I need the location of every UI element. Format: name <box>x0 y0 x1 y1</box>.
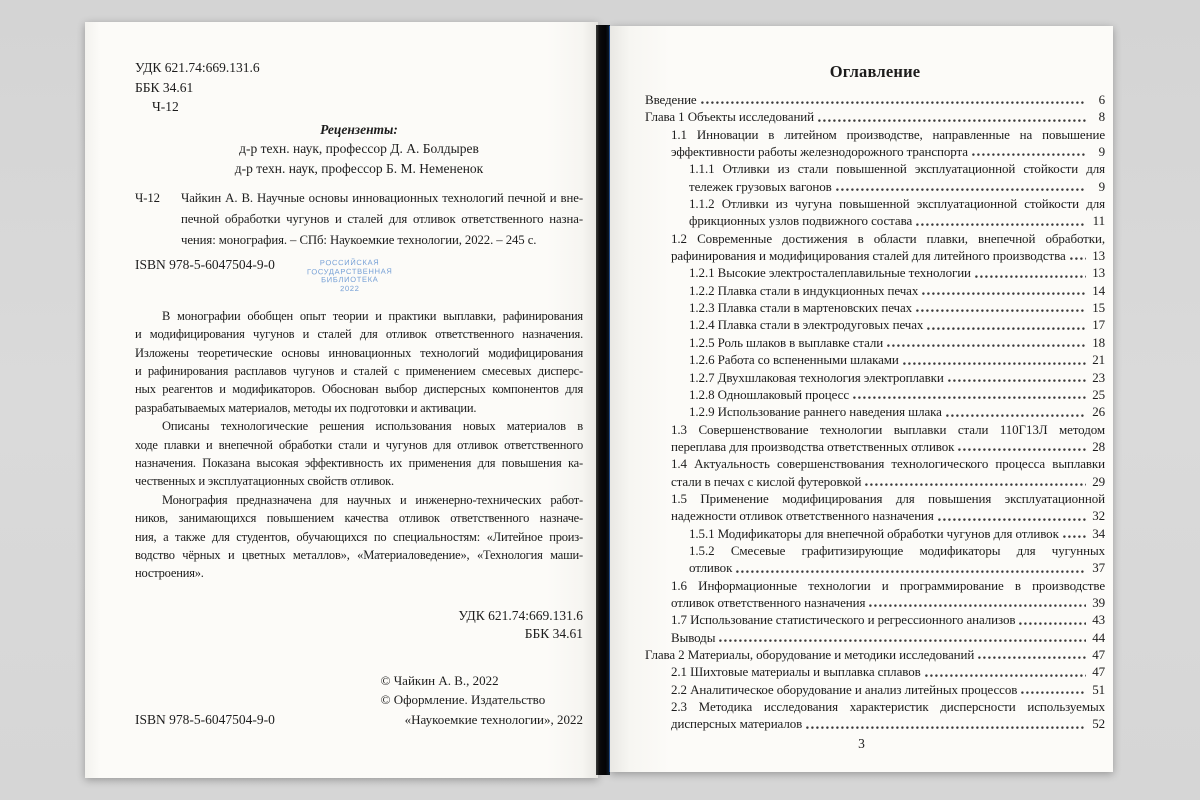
annotation-paragraph <box>135 307 583 417</box>
dot-leader <box>806 726 1086 730</box>
toc-entry-last-line <box>689 212 1105 229</box>
toc-entry-line: 1.5.2 Смесевые графитизирующие модификаторы для чугунных <box>689 542 1105 558</box>
toc-page-number: 34 <box>1092 525 1105 541</box>
book-spine-gutter <box>596 25 610 775</box>
text-line: водство чёрных и цветных металлов», «Материаловедение», «Технология маши- <box>135 548 583 563</box>
dot-leader <box>938 518 1086 522</box>
dot-leader <box>836 188 1086 192</box>
toc-entry <box>671 698 1105 733</box>
toc-page-number: 32 <box>1092 508 1105 524</box>
toc-entry-text: Введение <box>645 92 697 107</box>
toc-entry-line: 1.3 Совершенствование технологии выплавки стали 110Г13Л методом <box>671 421 1105 437</box>
udk-top: УДК 621.74:669.131.6 <box>135 60 260 75</box>
toc-entry-text: 1.5.1 Модификаторы для внепечной обработки чугунов для отливок <box>689 525 1059 541</box>
annotation-paragraph <box>135 417 583 491</box>
toc-entry-line: 1.2 Современные достижения в области плавки, внепечной обработки, <box>671 230 1105 246</box>
toc-page-number: 13 <box>1092 248 1105 264</box>
toc-entry-text: отливок <box>689 560 733 576</box>
imprint-bottom-row <box>135 671 583 730</box>
text-line: Чайкин А. В. Научные основы инновационных технологий печной и вне- <box>181 191 583 205</box>
right-page <box>610 26 1113 772</box>
dot-leader <box>975 275 1086 279</box>
text-line: ных реагентов и модификаторов. Обоснован выбор дисперсных компонентов для <box>135 382 583 397</box>
toc-entry-last-line <box>671 715 1105 732</box>
toc-entry <box>645 646 1105 663</box>
dot-leader <box>922 292 1086 296</box>
toc-entry-text: 1.2.1 Высокие электросталеплавильные технологии <box>689 265 971 281</box>
toc-entry <box>689 525 1105 542</box>
toc-page-number: 44 <box>1092 629 1105 645</box>
text-line: чественных и эксплуатационных свойств отливок. <box>135 474 394 489</box>
dot-leader <box>865 483 1086 487</box>
text-line: БИБЛИОТЕКА <box>320 275 379 285</box>
toc-entry-last-line <box>689 178 1105 195</box>
toc-entry-last-line <box>671 681 1105 698</box>
toc-page-number: 6 <box>1098 92 1105 107</box>
toc-entries <box>645 91 1105 733</box>
toc-entry <box>671 629 1105 646</box>
text-line: ностроения». <box>135 566 204 581</box>
text-line: В монографии обобщен опыт теории и практики выплавки, рафинирования <box>162 308 583 323</box>
toc-entry-last-line <box>671 247 1105 264</box>
toc-page-number: 43 <box>1092 612 1105 628</box>
toc-entry-text: фрикционных узлов подвижного состава <box>689 213 913 229</box>
toc-entry-last-line <box>671 143 1105 160</box>
toc-entry <box>671 126 1105 161</box>
toc-entry-last-line <box>671 473 1105 490</box>
toc-entry-text: 1.2.9 Использование раннего наведения шлака <box>689 404 942 420</box>
text-line: © Чайкин А. В., 2022 <box>380 672 499 688</box>
toc-page-number: 39 <box>1092 594 1105 610</box>
catalog-code: Ч-12 <box>135 191 160 205</box>
dot-leader <box>869 604 1086 608</box>
toc-entry <box>689 299 1105 316</box>
toc-entry-line: 1.6 Информационные технологии и программирование в производстве <box>671 577 1105 593</box>
toc-title: Оглавление <box>829 62 921 81</box>
toc-entry-last-line <box>671 629 1105 646</box>
toc-entry-last-line <box>671 663 1105 680</box>
udk-bottom: УДК 621.74:669.131.6 <box>458 607 583 623</box>
toc-page-number: 15 <box>1092 300 1105 316</box>
dot-leader <box>887 344 1086 348</box>
dot-leader <box>853 396 1086 400</box>
dot-leader <box>1063 535 1086 539</box>
toc-entry-text: дисперсных материалов <box>671 716 803 732</box>
toc-entry-text: тележек грузовых вагонов <box>689 178 832 194</box>
toc-page-number: 52 <box>1092 716 1105 732</box>
toc-entry-last-line <box>671 611 1105 628</box>
toc-entry <box>671 611 1105 628</box>
annotation-paragraph <box>135 491 583 583</box>
toc-page-number: 47 <box>1092 664 1105 680</box>
toc-page-number: 13 <box>1092 265 1105 281</box>
text-line: Изложены теоретические основы инновационных технологий модифицирования <box>135 345 583 360</box>
toc-entry-text: 2.1 Шихтовые материалы и выплавка сплавов <box>671 664 921 680</box>
toc-entry <box>645 108 1105 125</box>
toc-entry-last-line <box>689 282 1105 299</box>
toc-entry <box>689 403 1105 420</box>
toc-entry <box>671 577 1105 612</box>
text-line: чения: монография. – СПб: Наукоемкие технологии, 2022. – 245 с. <box>181 232 537 247</box>
toc-entry-text: стали в печах с кислой футеровкой <box>671 473 862 489</box>
toc-entry <box>689 195 1105 230</box>
toc-page-number: 23 <box>1092 369 1105 385</box>
dot-leader <box>958 448 1086 452</box>
toc-entry-last-line <box>689 525 1105 542</box>
text-line: и модифицирования чугунов и сталей для отливок ответственного назначения. <box>135 327 583 342</box>
text-line: ния, а также для студентов, обучающихся по специальностям: «Литейное произ- <box>135 529 583 544</box>
toc-entry <box>689 351 1105 368</box>
toc-entry-text: Глава 1 Объекты исследований <box>645 109 815 125</box>
text-line: Описаны технологические решения использования новых материалов в <box>162 419 583 434</box>
publication-codes-bottom <box>135 607 583 644</box>
toc-entry-text: 2.2 Аналитическое оборудование и анализ литейных процессов <box>671 681 1018 697</box>
dot-leader <box>925 674 1086 678</box>
text-line: «Наукоемкие технологии», 2022 <box>404 711 583 727</box>
toc-entry-last-line <box>645 91 1105 108</box>
dot-leader <box>927 327 1086 331</box>
isbn-bottom: ISBN 978-5-6047504-9-0 <box>135 712 275 728</box>
publication-codes-top <box>135 58 583 117</box>
toc-page-number: 8 <box>1098 109 1105 125</box>
bbk-top: ББК 34.61 <box>135 79 194 95</box>
text-line: Монография предназначена для научных и инженерно-технических работ- <box>162 492 583 507</box>
toc-entry-last-line <box>689 559 1105 576</box>
toc-entry <box>689 369 1105 386</box>
reviewers-heading: Рецензенты: <box>320 121 398 137</box>
copyright-block <box>381 671 583 730</box>
toc-entry-last-line <box>689 334 1105 351</box>
toc-entry-line: 1.5 Применение модифицирования для повышения эксплуатационной <box>671 490 1105 506</box>
isbn-row <box>135 257 583 293</box>
toc-page-number: 17 <box>1092 317 1105 333</box>
toc-page-number: 28 <box>1092 438 1105 454</box>
toc-entry-last-line <box>689 403 1105 420</box>
text-line: разрабатываемых материалов, методы их подготовки и активации. <box>135 400 477 415</box>
toc-entry-text: 1.7 Использование статистического и регрессионного анализов <box>671 612 1016 628</box>
toc-entry-last-line <box>671 507 1105 524</box>
text-line: 2022 <box>339 284 360 294</box>
catalog-entry <box>135 188 583 250</box>
toc-entry <box>689 282 1105 299</box>
library-stamp <box>307 259 393 294</box>
toc-entry-last-line <box>671 438 1105 455</box>
toc-page-number: 25 <box>1092 386 1105 402</box>
dot-leader <box>978 656 1086 660</box>
toc-entry-last-line <box>689 351 1105 368</box>
toc-page-number: 47 <box>1092 647 1105 662</box>
dot-leader <box>916 223 1086 227</box>
toc-page-number: 14 <box>1092 282 1105 298</box>
text-line: © Оформление. Издательство <box>380 692 546 708</box>
toc-entry <box>671 490 1105 525</box>
toc-page-number: 9 <box>1098 178 1105 194</box>
toc-entry-line: 1.1.1 Отливки из стали повышенной эксплуатационной стойкости для <box>689 161 1105 177</box>
toc-entry-text: Выводы <box>671 629 716 645</box>
toc-entry <box>689 160 1105 195</box>
toc-entry-last-line <box>689 316 1105 333</box>
dot-leader <box>1019 622 1086 626</box>
toc-entry-text: 1.2.3 Плавка стали в мартеновских печах <box>689 300 913 316</box>
toc-entry-line: 1.4 Актуальность совершенствования технологического процесса выплавки <box>671 456 1105 472</box>
toc-entry-text: отливок ответственного назначения <box>671 594 866 610</box>
text-line: назначения. Показана высокая эффективность их применения для повышения ка- <box>135 456 583 471</box>
dot-leader <box>818 119 1086 123</box>
toc-entry <box>671 455 1105 490</box>
toc-page-number: 11 <box>1092 213 1105 229</box>
left-page <box>85 22 598 778</box>
dot-leader <box>719 639 1086 643</box>
toc-entry-text: рафинирования и модифицирования сталей для литейного производства <box>671 248 1066 264</box>
toc-entry-last-line <box>689 264 1105 281</box>
toc-entry-text: 1.2.5 Роль шлаков в выплавке стали <box>689 334 884 350</box>
toc-entry-text: 1.2.2 Плавка стали в индукционных печах <box>689 282 919 298</box>
reviewer-line: д-р техн. наук, профессор Д. А. Болдырев <box>239 141 479 156</box>
dot-leader <box>946 414 1086 418</box>
toc-page-number: 21 <box>1092 352 1105 368</box>
text-line: и рафинирования расплавов чугунов и сталей с применением смесевых дисперс- <box>135 363 583 378</box>
text-line: ГОСУДАРСТВЕННАЯ <box>306 266 393 277</box>
toc-entry-last-line <box>689 369 1105 386</box>
reviewer-line: д-р техн. наук, профессор Б. М. Немененок <box>234 160 484 176</box>
toc-entry-text: эффективности работы железнодорожного транспорта <box>671 144 968 160</box>
toc-entry-text: переплава для производства ответственных отливок <box>671 438 955 454</box>
page-number: 3 <box>858 736 865 751</box>
toc-entry-last-line <box>645 646 1105 663</box>
toc-entry <box>671 230 1105 265</box>
toc-entry <box>671 663 1105 680</box>
text-line: РОССИЙСКАЯ <box>319 258 380 268</box>
toc-entry-last-line <box>645 108 1105 125</box>
toc-page-number: 9 <box>1098 144 1105 160</box>
dot-leader <box>916 309 1086 313</box>
toc-entry <box>689 386 1105 403</box>
toc-entry-text: 1.2.4 Плавка стали в электродуговых печах <box>689 317 924 333</box>
dot-leader <box>1021 691 1086 695</box>
toc-page-number: 29 <box>1092 473 1105 489</box>
toc-entry-text: Глава 2 Материалы, оборудование и методики исследований <box>645 647 975 662</box>
toc-page-number: 18 <box>1092 334 1105 350</box>
toc-entry <box>645 91 1105 108</box>
bbk-bottom: ББК 34.61 <box>524 626 583 642</box>
dot-leader <box>903 362 1086 366</box>
author-code: Ч-12 <box>152 99 179 114</box>
text-line: ников, занимающихся повышением качества отливок ответственного назначе- <box>135 511 583 526</box>
isbn-top: ISBN 978-5-6047504-9-0 <box>135 257 275 273</box>
toc-entry-line: 1.1 Инновации в литейном производстве, направленные на повышение <box>671 126 1105 142</box>
toc-entry-last-line <box>689 299 1105 316</box>
annotation-block <box>135 307 583 583</box>
dot-leader <box>701 101 1086 105</box>
dot-leader <box>948 379 1086 383</box>
toc-entry-last-line <box>671 594 1105 611</box>
toc-page-number: 37 <box>1092 560 1105 576</box>
toc-entry-line: 2.3 Методика исследования характеристик дисперсности используемых <box>671 699 1105 715</box>
toc-page-number: 51 <box>1092 681 1105 697</box>
text-line: печной обработки чугунов и сталей для отливок ответственного назна- <box>181 211 583 226</box>
toc-entry-text: 1.2.8 Одношлаковый процесс <box>689 386 849 402</box>
dot-leader <box>972 153 1086 157</box>
toc-entry <box>689 316 1105 333</box>
toc-entry-text: надежности отливок ответственного назначения <box>671 508 934 524</box>
toc-entry-last-line <box>689 386 1105 403</box>
toc-entry <box>689 542 1105 577</box>
dot-leader <box>736 570 1086 574</box>
toc-entry <box>689 264 1105 281</box>
toc-entry <box>671 681 1105 698</box>
toc-page-number: 26 <box>1092 404 1105 420</box>
dot-leader <box>1070 257 1086 261</box>
toc-entry-text: 1.2.6 Работа со вспененными шлаками <box>689 352 899 368</box>
toc-entry <box>671 421 1105 456</box>
toc-entry <box>689 334 1105 351</box>
toc-entry-line: 1.1.2 Отливки из чугуна повышенной эксплуатационной стойкости для <box>689 196 1105 212</box>
toc-entry-text: 1.2.7 Двухшлаковая технология электроплавки <box>689 369 944 385</box>
text-line: ходе плавки и внепечной обработки стали и чугунов для отливок ответственного <box>135 437 583 452</box>
reviewers-block <box>135 120 583 179</box>
catalog-text <box>181 188 583 250</box>
